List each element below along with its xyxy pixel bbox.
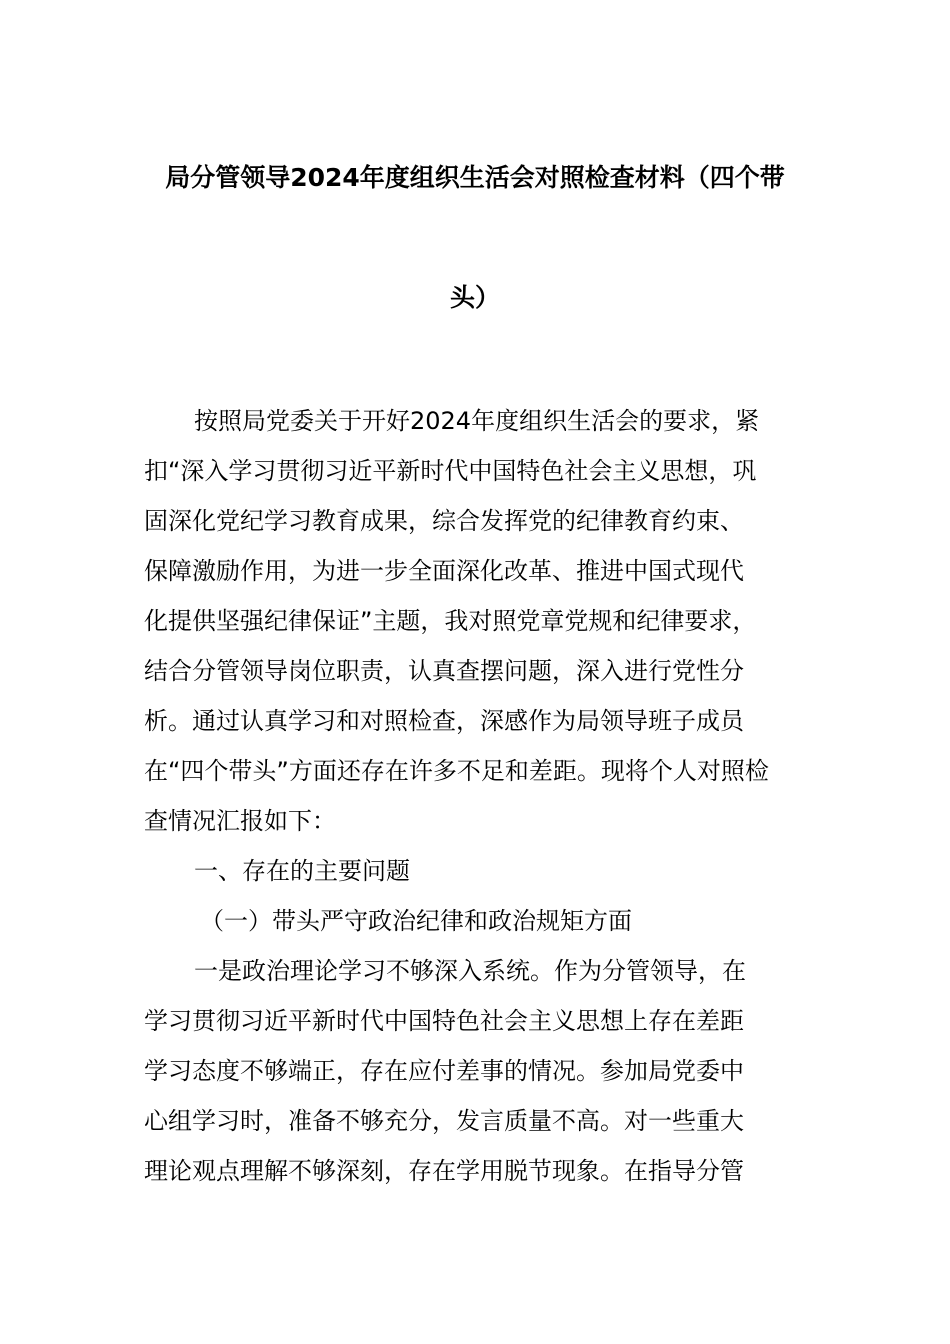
body-line: 扣“深入学习贯彻习近平新时代中国特色社会主义思想，巩 (144, 457, 757, 485)
document-body (144, 403, 810, 1203)
document-title-line-2: 头） (449, 283, 500, 312)
body-line: 结合分管领导岗位职责，认真查摆问题，深入进行党性分 (144, 657, 744, 685)
body-line: 一是政治理论学习不够深入系统。作为分管领导，在 (194, 957, 746, 985)
body-line: 固深化党纪学习教育成果，综合发挥党的纪律教育约束、 (144, 507, 744, 535)
body-line: 保障激励作用，为进一步全面深化改革、推进中国式现代 (144, 557, 744, 585)
body-line: 学习态度不够端正，存在应付差事的情况。参加局党委中 (144, 1057, 744, 1085)
body-line: 析。通过认真学习和对照检查，深感作为局领导班子成员 (144, 707, 744, 735)
body-line: 查情况汇报如下： (144, 807, 336, 835)
body-line: 化提供坚强纪律保证”主题，我对照党章党规和纪律要求， (144, 607, 757, 635)
subsection-heading: （一）带头严守政治纪律和政治规矩方面 (200, 907, 632, 935)
section-heading: 一、存在的主要问题 (194, 857, 410, 885)
body-line: 理论观点理解不够深刻，存在学用脱节现象。在指导分管 (144, 1157, 744, 1185)
body-line: 按照局党委关于开好2024年度组织生活会的要求，紧 (194, 407, 760, 435)
body-line: 在“四个带头”方面还存在许多不足和差距。现将个人对照检 (144, 757, 769, 785)
body-line: 学习贯彻习近平新时代中国特色社会主义思想上存在差距 (144, 1007, 744, 1035)
document-title-line-1: 局分管领导2024年度组织生活会对照检查材料（四个带 (165, 163, 785, 192)
body-line: 心组学习时，准备不够充分，发言质量不高。对一些重大 (144, 1107, 744, 1135)
